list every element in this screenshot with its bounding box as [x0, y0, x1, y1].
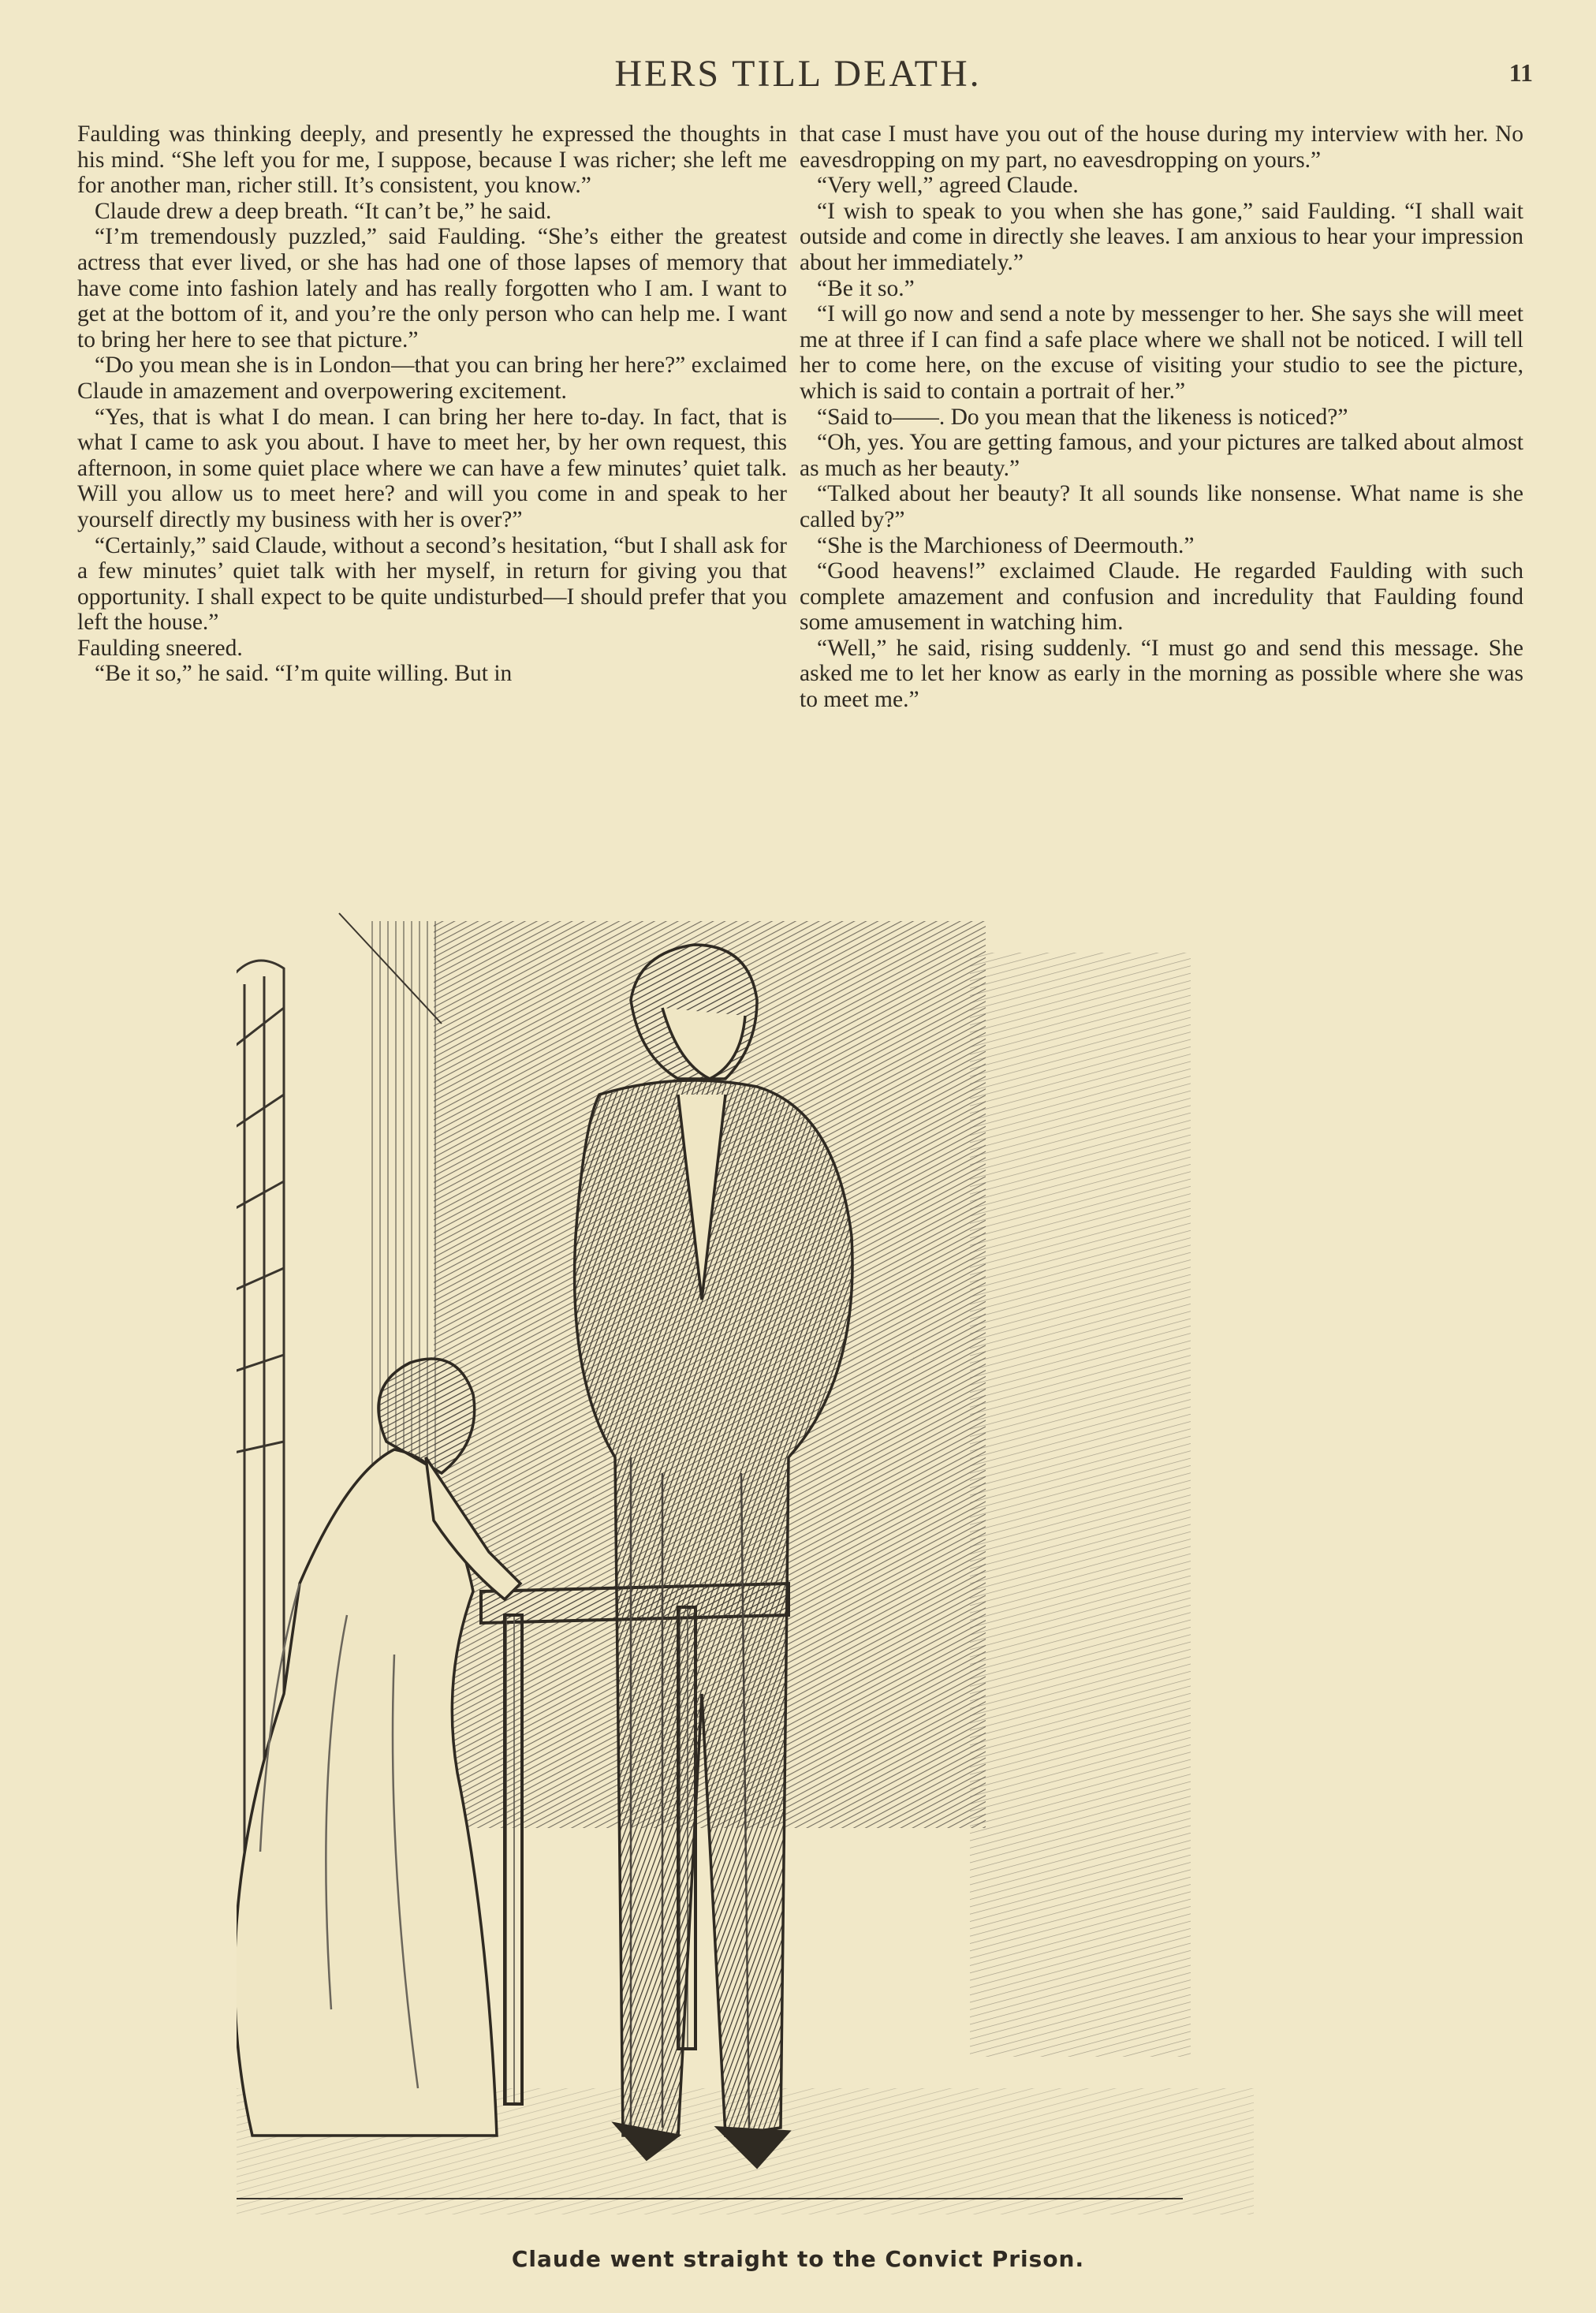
paragraph: “I will go now and send a note by messenger to her. She says she will meet me at three if I can find a safe place where we shall not be noticed. I will tell her to come here, on the excuse of visiting your studio to see the picture, which is said to contain a portrait of her.” — [800, 301, 1523, 404]
wall-shading-right — [970, 953, 1191, 2057]
paragraph: “Be it so,” he said. “I’m quite willing. But in — [95, 661, 513, 687]
paragraph: “I wish to speak to you when she has gone,” said Faulding. “I shall wait outside and come in directly she leaves. I am anxious to hear your impression about her immediately.” — [800, 198, 1523, 275]
paragraph: Faulding was thinking deeply, and presently he expressed the thoughts in his mind. “She left you for me, I suppose, because I was richer; she left me for another man, richer still. It’s consistent, you know.” — [77, 121, 787, 199]
paragraph: Faulding sneered. — [77, 635, 243, 661]
paragraph: “Very well,” agreed Claude. — [817, 173, 1079, 199]
right-text-column — [800, 121, 1523, 713]
paragraph: “Yes, that is what I do mean. I can bring her here to-day. In fact, that is what I came to ask you about. I have to meet her, by her own request, this afternoon, in some quiet place where we can have a few minutes’ quiet talk. Will you allow us to meet here? and will you come in and speak to her yourself directly my business with her is over?” — [77, 404, 787, 532]
paragraph: “Do you mean she is in London—that you can bring her here?” exclaimed Claude in amazement and overpowering excitement. — [77, 353, 787, 404]
page-number: 11 — [1508, 58, 1533, 87]
running-head — [0, 52, 1596, 99]
paragraph: Claude drew a deep breath. “It can’t be,” he said. — [95, 198, 552, 224]
illustration-caption: Claude went straight to the Convict Prison. — [511, 2246, 1085, 2272]
paragraph: “Be it so.” — [817, 275, 915, 301]
paragraph: that case I must have you out of the house during my interview with her. No eavesdropping on my part, no eavesdropping on yours.” — [800, 121, 1523, 173]
paragraph: “Well,” he said, rising suddenly. “I must go and send this message. She asked me to let her know as early in the morning as possible where she was to meet me.” — [800, 635, 1523, 713]
engraving-illustration — [237, 905, 1254, 2246]
page-title: HERS TILL DEATH. — [614, 53, 982, 95]
paragraph: “Good heavens!” exclaimed Claude. He regarded Faulding with such complete amazement and confusion and incredulity that Faulding found some amusement in watching him. — [800, 558, 1523, 636]
paragraph: “I’m tremendously puzzled,” said Faulding. “She’s either the greatest actress that ever lived, or she has had one of those lapses of memory that have come into fashion lately and has really forgotten who I am. I want to get at the bottom of it, and you’re the only person who can help me. I want to bring her here to see that picture.” — [77, 224, 787, 353]
paragraph: “Said to——. Do you mean that the likeness is noticed?” — [817, 404, 1348, 430]
paragraph: “Talked about her beauty? It all sounds like nonsense. What name is she called by?” — [800, 481, 1523, 532]
paragraph: “Oh, yes. You are getting famous, and your pictures are talked about almost as much as her beauty.” — [800, 430, 1523, 481]
paragraph: “Certainly,” said Claude, without a second’s hesitation, “but I shall ask for a few minutes’ quiet talk with her myself, in return for giving you that opportunity. I shall expect to be quite undisturbed—I should prefer that you left the house.” — [77, 532, 787, 636]
left-text-column — [77, 121, 787, 687]
paragraph: “She is the Marchioness of Deermouth.” — [817, 532, 1195, 558]
